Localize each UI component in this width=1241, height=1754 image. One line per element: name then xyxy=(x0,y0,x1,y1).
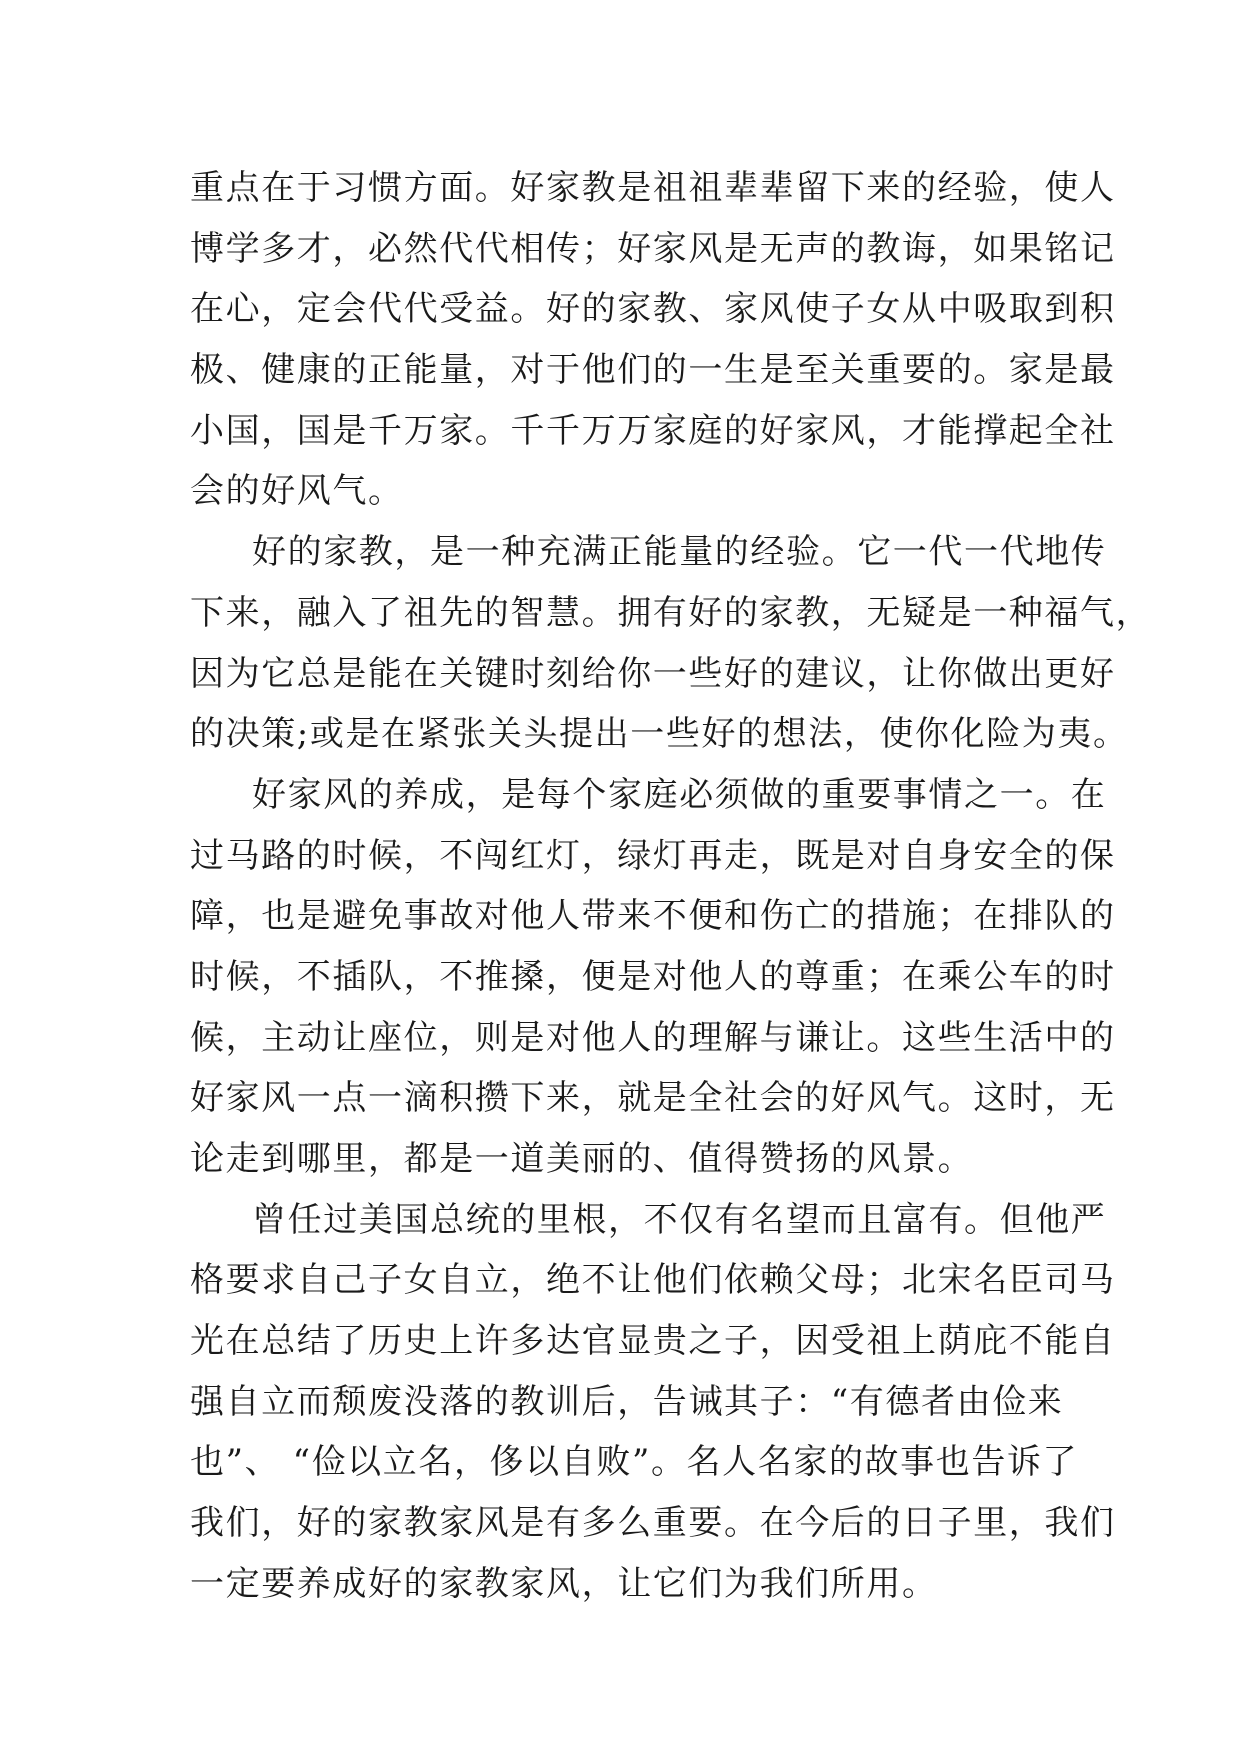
text-line: 重点在于习惯方面。好家教是祖祖辈辈留下来的经验，使人 xyxy=(190,168,1116,208)
text-line: 博学多才，必然代代相传；好家风是无声的教诲，如果铭记 xyxy=(190,228,1116,269)
text-line: 在心，定会代代受益。好的家教、家风使子女从中吸取到积 xyxy=(190,289,1116,330)
text-line: 论走到哪里，都是一道美丽的、值得赞扬的风景。 xyxy=(190,1139,974,1179)
paragraph-1 xyxy=(190,158,1116,522)
text-line: 我们，好的家教家风是有多么重要。在今后的日子里，我们 xyxy=(190,1503,1116,1544)
text-line: 极、健康的正能量，对于他们的一生是至关重要的。家是最 xyxy=(190,350,1116,391)
text-line: 也”、 “俭以立名，侈以自败”。名人名家的故事也告诉了 xyxy=(190,1442,1079,1483)
text-line: 好家风一点一滴积攒下来，就是全社会的好风气。这时，无 xyxy=(190,1078,1116,1119)
text-line: 一定要养成好的家教家风，让它们为我们所用。 xyxy=(190,1563,938,1604)
text-line: 格要求自己子女自立，绝不让他们依赖父母；北宋名臣司马 xyxy=(190,1260,1116,1301)
body-text xyxy=(190,158,1152,1615)
text-line: 时候，不插队，不推搡，便是对他人的尊重；在乘公车的时 xyxy=(190,956,1116,997)
paragraph-2 xyxy=(190,522,1152,765)
text-line: 候，主动让座位，则是对他人的理解与谦让。这些生活中的 xyxy=(190,1017,1116,1058)
text-line: 强自立而颓废没落的教训后，告诫其子：“有德者由俭来 xyxy=(190,1381,1064,1422)
text-line: 好的家教，是一种充满正能量的经验。它一代一代地传 xyxy=(252,532,1107,573)
paragraph-3 xyxy=(190,765,1116,1190)
text-line: 因为它总是能在关键时刻给你一些好的建议，让你做出更好 xyxy=(190,653,1116,694)
paragraph-4 xyxy=(190,1190,1116,1615)
text-line: 的决策;或是在紧张关头提出一些好的想法，使你化险为夷。 xyxy=(190,714,1129,755)
text-line: 下来，融入了祖先的智慧。拥有好的家教，无疑是一种福气， xyxy=(190,592,1152,633)
text-line: 小国，国是千万家。千千万万家庭的好家风，才能撑起全社 xyxy=(190,410,1116,451)
text-line: 好家风的养成，是每个家庭必须做的重要事情之一。在 xyxy=(252,774,1107,815)
text-line: 障，也是避免事故对他人带来不便和伤亡的措施；在排队的 xyxy=(190,896,1116,937)
text-line: 会的好风气。 xyxy=(190,471,404,512)
text-line: 光在总结了历史上许多达官显贵之子，因受祖上荫庇不能自 xyxy=(190,1321,1116,1362)
text-line: 曾任过美国总统的里根，不仅有名望而且富有。但他严 xyxy=(252,1199,1107,1240)
text-line: 过马路的时候，不闯红灯，绿灯再走，既是对自身安全的保 xyxy=(190,835,1116,876)
